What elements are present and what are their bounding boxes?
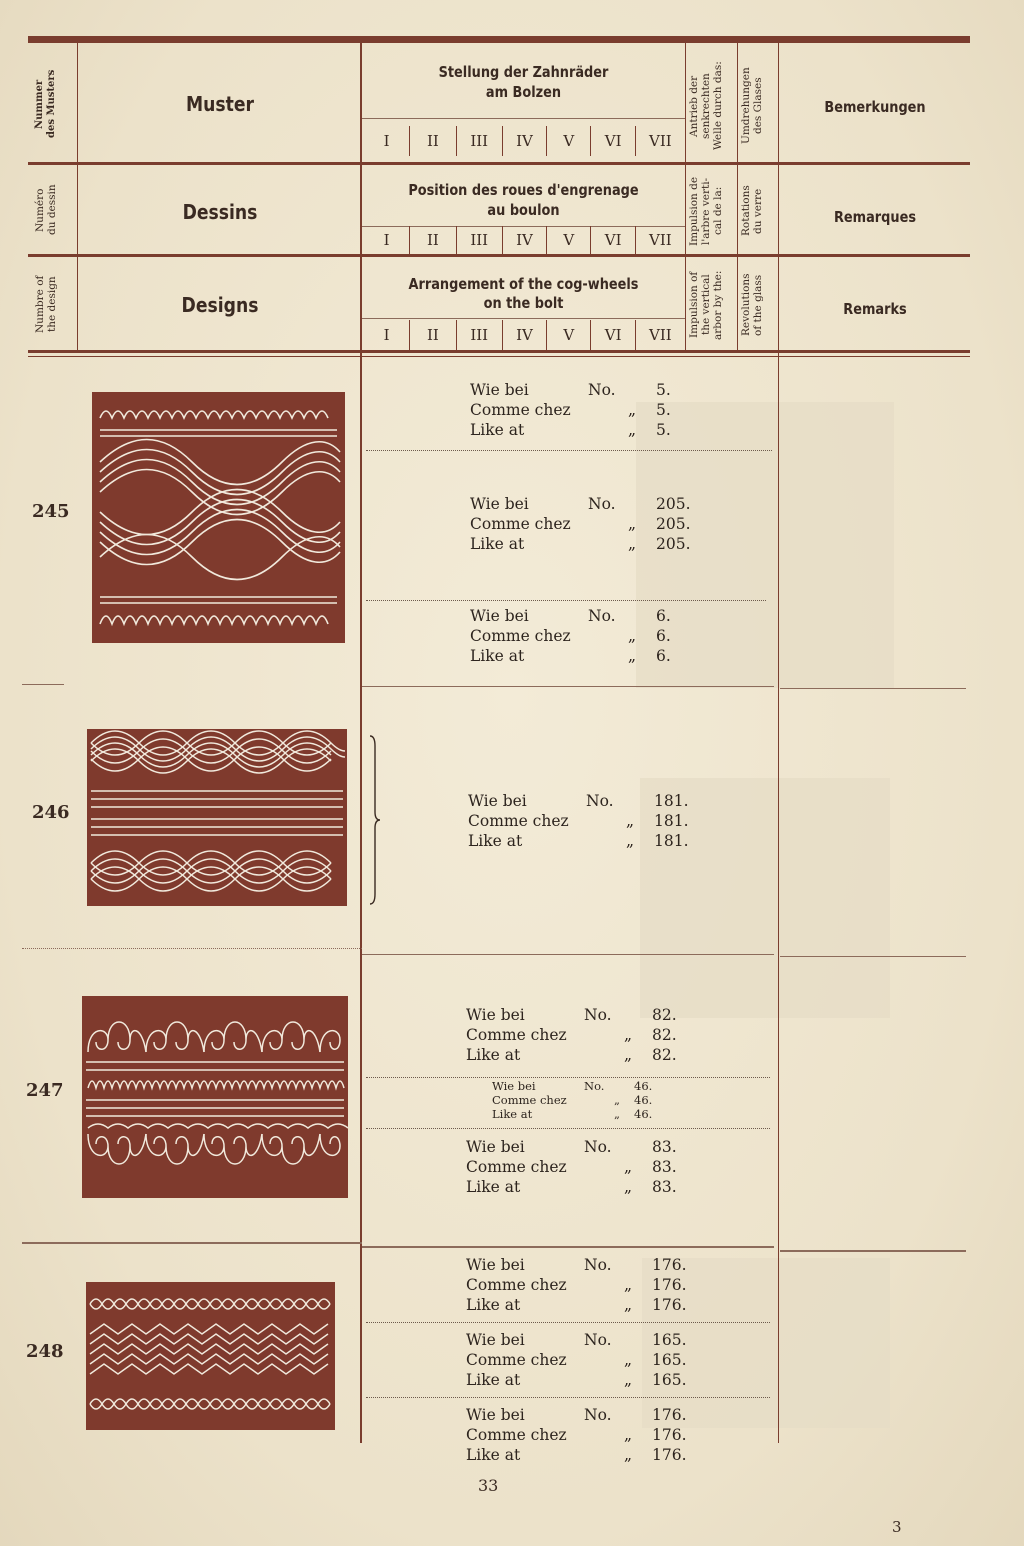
reference-block	[468, 791, 689, 851]
roman-row-de	[364, 126, 685, 156]
roman-numeral: IV	[503, 126, 547, 156]
ref-word: Wie bei	[466, 1331, 525, 1349]
roman-numeral: II	[410, 126, 456, 156]
ref-value: 165.	[652, 1371, 687, 1389]
col-rule-rotation	[737, 43, 738, 353]
header-rule-2	[28, 254, 970, 257]
ditto-mark: „	[626, 832, 635, 850]
ref-word: Comme chez	[466, 1158, 567, 1176]
roman-numeral: VI	[591, 320, 635, 350]
reference-line-de	[470, 606, 671, 626]
ref-value: 181.	[654, 792, 689, 810]
ref-value: 5.	[656, 381, 671, 399]
design-number: 246	[32, 802, 70, 823]
ref-value: 176.	[652, 1276, 687, 1294]
roman-numeral: V	[547, 126, 591, 156]
ref-word: Comme chez	[492, 1093, 567, 1107]
ref-word: Like at	[468, 832, 523, 850]
ref-word: Like at	[466, 1296, 521, 1314]
roman-numeral: VII	[649, 326, 672, 344]
ref-word: Like at	[466, 1371, 521, 1389]
ref-no: No.	[588, 607, 616, 625]
ref-word: Comme chez	[466, 1026, 567, 1044]
ref-separator	[366, 1128, 770, 1129]
gear-label-en-1: Arrangement of the cog-wheels	[408, 275, 639, 293]
reference-line-de	[466, 1255, 687, 1275]
bracket-icon	[366, 734, 382, 906]
header-rule-1	[28, 162, 970, 165]
col-rule-number	[77, 43, 78, 353]
ref-no: No.	[584, 1006, 612, 1024]
header-bottom-rule	[28, 356, 970, 357]
reference-line-fr	[468, 811, 689, 831]
ref-word: Comme chez	[470, 401, 571, 419]
ref-no: No.	[584, 1256, 612, 1274]
number-label-fr: Numéro du dessin	[34, 184, 58, 236]
row-separator	[22, 684, 64, 685]
ref-value: 176.	[652, 1256, 687, 1274]
ref-value: 165.	[652, 1331, 687, 1349]
ref-value: 82.	[652, 1006, 677, 1024]
ditto-mark: „	[628, 515, 637, 533]
roman-numeral: V	[547, 320, 591, 350]
design-number: 245	[32, 501, 70, 522]
ref-word: Wie bei	[492, 1079, 536, 1093]
row-separator	[780, 688, 966, 689]
roman-numeral: II	[410, 226, 456, 254]
ref-word: Wie bei	[470, 495, 529, 513]
ref-word: Wie bei	[466, 1138, 525, 1156]
ditto-mark: „	[624, 1178, 633, 1196]
ref-word: Like at	[470, 647, 525, 665]
pattern-svg	[86, 1282, 335, 1430]
ref-word: Wie bei	[466, 1406, 525, 1424]
roman-numeral: III	[457, 226, 503, 254]
ref-word: Comme chez	[466, 1351, 567, 1369]
ref-no: No.	[588, 495, 616, 513]
ref-word: Comme chez	[466, 1276, 567, 1294]
reference-line-fr	[466, 1275, 687, 1295]
remarks-label-en: Remarks	[843, 300, 907, 318]
ditto-mark: „	[624, 1426, 633, 1444]
roman-numeral: I	[364, 320, 410, 350]
reference-line-en	[470, 646, 671, 666]
row-separator	[362, 1246, 774, 1248]
roman-numeral: I	[364, 126, 410, 156]
pattern-svg	[82, 996, 348, 1198]
ref-word: Comme chez	[468, 812, 569, 830]
roman-numeral: VII	[649, 231, 672, 249]
reference-block	[470, 380, 671, 440]
ref-separator	[366, 1397, 770, 1398]
pattern-svg	[92, 392, 345, 643]
reference-line-de	[466, 1330, 687, 1350]
reference-line-de	[466, 1005, 677, 1025]
drive-label-fr: Impulsion de l'arbre verti- cal de la:	[688, 176, 724, 246]
drive-label-de: Antrieb der senkrechten Welle durch das:	[688, 61, 724, 151]
ref-value: 46.	[634, 1107, 653, 1121]
roman-numeral: III	[457, 320, 503, 350]
ref-value: 5.	[656, 421, 671, 439]
reference-block	[470, 606, 671, 666]
top-rule	[28, 36, 970, 43]
ditto-mark: „	[628, 421, 637, 439]
roman-numeral: VI	[591, 126, 635, 156]
remarks-label-de: Bemerkungen	[824, 98, 926, 116]
ref-value: 83.	[652, 1158, 677, 1176]
rotation-label-en: Revolutions of the glass	[740, 273, 764, 337]
reference-line-fr	[470, 400, 671, 420]
reference-block	[466, 1255, 687, 1315]
row-separator	[362, 686, 774, 687]
ref-value: 82.	[652, 1046, 677, 1064]
ref-value: 181.	[654, 812, 689, 830]
ref-no: No.	[584, 1331, 612, 1349]
ref-word: Like at	[466, 1446, 521, 1464]
design-pattern-247	[82, 996, 348, 1198]
ref-value: 6.	[656, 647, 671, 665]
roman-numeral: V	[547, 226, 591, 254]
ref-separator	[366, 1077, 770, 1078]
roman-numeral: II	[410, 320, 456, 350]
ref-value: 205.	[656, 535, 691, 553]
reference-line-de	[470, 494, 691, 514]
reference-line-en	[466, 1045, 677, 1065]
design-number: 248	[26, 1341, 64, 1362]
ref-word: Wie bei	[466, 1006, 525, 1024]
reference-line-en	[470, 534, 691, 554]
reference-block	[466, 1005, 677, 1065]
row-separator	[780, 1250, 966, 1252]
row-separator	[362, 954, 774, 955]
ditto-mark: „	[624, 1296, 633, 1314]
reference-line-fr	[470, 514, 691, 534]
roman-numeral: VII	[649, 132, 672, 150]
roman-numeral: I	[364, 226, 410, 254]
row-separator	[780, 956, 966, 957]
ref-no: No.	[586, 792, 614, 810]
ref-word: Wie bei	[470, 607, 529, 625]
reference-block-small	[492, 1079, 652, 1121]
ditto-mark: „	[628, 535, 637, 553]
col-rule-drive	[685, 43, 686, 353]
ref-value: 176.	[652, 1296, 687, 1314]
reference-line-fr	[466, 1350, 687, 1370]
remarks-label-fr: Remarques	[833, 208, 917, 226]
ditto-mark: „	[614, 1093, 620, 1107]
design-pattern-246	[87, 729, 347, 906]
roman-numeral: III	[457, 126, 503, 156]
ref-value: 46.	[634, 1093, 653, 1107]
reference-block	[466, 1137, 677, 1197]
ref-value: 83.	[652, 1178, 677, 1196]
reference-line-en	[466, 1177, 677, 1197]
rotation-label-fr: Rotations du verre	[740, 185, 764, 237]
ref-separator	[366, 600, 766, 601]
reference-line-en	[468, 831, 689, 851]
ref-word: Like at	[470, 421, 525, 439]
ref-value: 181.	[654, 832, 689, 850]
rotation-label-de: Umdrehungen des Glases	[740, 67, 764, 145]
roman-numeral: IV	[503, 320, 547, 350]
ref-separator	[366, 1322, 770, 1323]
ref-value: 83.	[652, 1138, 677, 1156]
ref-value: 6.	[656, 627, 671, 645]
design-number: 247	[26, 1080, 64, 1101]
ref-value: 205.	[656, 495, 691, 513]
gear-label-fr-1: Position des roues d'engrenage	[408, 181, 639, 199]
ref-value: 176.	[652, 1446, 687, 1464]
ref-word: Like at	[466, 1178, 521, 1196]
gear-label-fr-2: au boulon	[487, 201, 560, 219]
ref-no: No.	[584, 1079, 605, 1093]
reference-line-de	[492, 1079, 652, 1093]
design-pattern-245	[92, 392, 345, 643]
ditto-mark: „	[624, 1446, 633, 1464]
ref-value: 6.	[656, 607, 671, 625]
ref-word: Wie bei	[468, 792, 527, 810]
ditto-mark: „	[628, 401, 637, 419]
roman-row-en	[364, 320, 685, 350]
design-label-en: Designs	[181, 293, 259, 317]
drive-label-en: Impulsion of the vertical arbor by the:	[688, 270, 724, 340]
reference-line-fr	[466, 1157, 677, 1177]
row-separator	[22, 1242, 362, 1244]
ref-value: 165.	[652, 1351, 687, 1369]
col-rule-remarks	[778, 43, 779, 1443]
header-rule-3	[28, 350, 970, 353]
reference-block	[470, 494, 691, 554]
reference-line-de	[470, 380, 671, 400]
ditto-mark: „	[624, 1046, 633, 1064]
number-label-en: Numbre of the design	[34, 275, 58, 333]
ref-no: No.	[584, 1406, 612, 1424]
reference-line-en	[466, 1295, 687, 1315]
ditto-mark: „	[624, 1158, 633, 1176]
roman-row-fr	[364, 226, 685, 254]
reference-line-de	[466, 1405, 687, 1425]
design-label-fr: Dessins	[182, 200, 258, 224]
corner-number: 3	[892, 1518, 902, 1536]
ditto-mark: „	[626, 812, 635, 830]
ref-word: Wie bei	[466, 1256, 525, 1274]
reference-line-de	[466, 1137, 677, 1157]
ref-word: Like at	[492, 1107, 533, 1121]
ref-word: Like at	[466, 1046, 521, 1064]
col-rule-design	[360, 43, 362, 1443]
reference-line-en	[466, 1445, 687, 1465]
ref-word: Like at	[470, 535, 525, 553]
page-number: 33	[478, 1476, 499, 1495]
design-label-de: Muster	[186, 92, 254, 116]
ditto-mark: „	[624, 1276, 633, 1294]
ref-word: Comme chez	[470, 627, 571, 645]
gear-subrow-rule	[362, 318, 685, 319]
reference-line-en	[492, 1107, 652, 1121]
ref-word: Comme chez	[470, 515, 571, 533]
ref-word: Comme chez	[466, 1426, 567, 1444]
number-label-de: Nummer des Musters	[34, 69, 57, 139]
gear-subrow-rule	[362, 118, 685, 119]
reference-line-en	[470, 420, 671, 440]
ref-value: 205.	[656, 515, 691, 533]
ref-value: 176.	[652, 1406, 687, 1424]
ref-word: Wie bei	[470, 381, 529, 399]
ditto-mark: „	[624, 1026, 633, 1044]
ditto-mark: „	[624, 1371, 633, 1389]
reference-line-en	[466, 1370, 687, 1390]
ref-no: No.	[588, 381, 616, 399]
reference-line-fr	[466, 1025, 677, 1045]
gear-label-de-2: am Bolzen	[485, 83, 562, 101]
reference-line-fr	[470, 626, 671, 646]
reference-line-de	[468, 791, 689, 811]
pattern-svg	[87, 729, 347, 906]
design-pattern-248	[86, 1282, 335, 1430]
ref-no: No.	[584, 1138, 612, 1156]
reference-line-fr	[466, 1425, 687, 1445]
reference-block	[466, 1405, 687, 1465]
gear-label-en-2: on the bolt	[483, 294, 564, 312]
row-separator	[22, 948, 362, 949]
ref-separator	[366, 450, 772, 451]
ref-value: 46.	[634, 1079, 653, 1093]
ditto-mark: „	[628, 627, 637, 645]
ditto-mark: „	[624, 1351, 633, 1369]
roman-numeral: IV	[503, 226, 547, 254]
gear-label-de-1: Stellung der Zahnräder	[438, 63, 609, 81]
ref-value: 5.	[656, 401, 671, 419]
roman-numeral: VI	[591, 226, 635, 254]
ref-value: 82.	[652, 1026, 677, 1044]
reference-block	[466, 1330, 687, 1390]
ref-value: 176.	[652, 1426, 687, 1444]
reference-line-fr	[492, 1093, 652, 1107]
ditto-mark: „	[614, 1107, 620, 1121]
ditto-mark: „	[628, 647, 637, 665]
